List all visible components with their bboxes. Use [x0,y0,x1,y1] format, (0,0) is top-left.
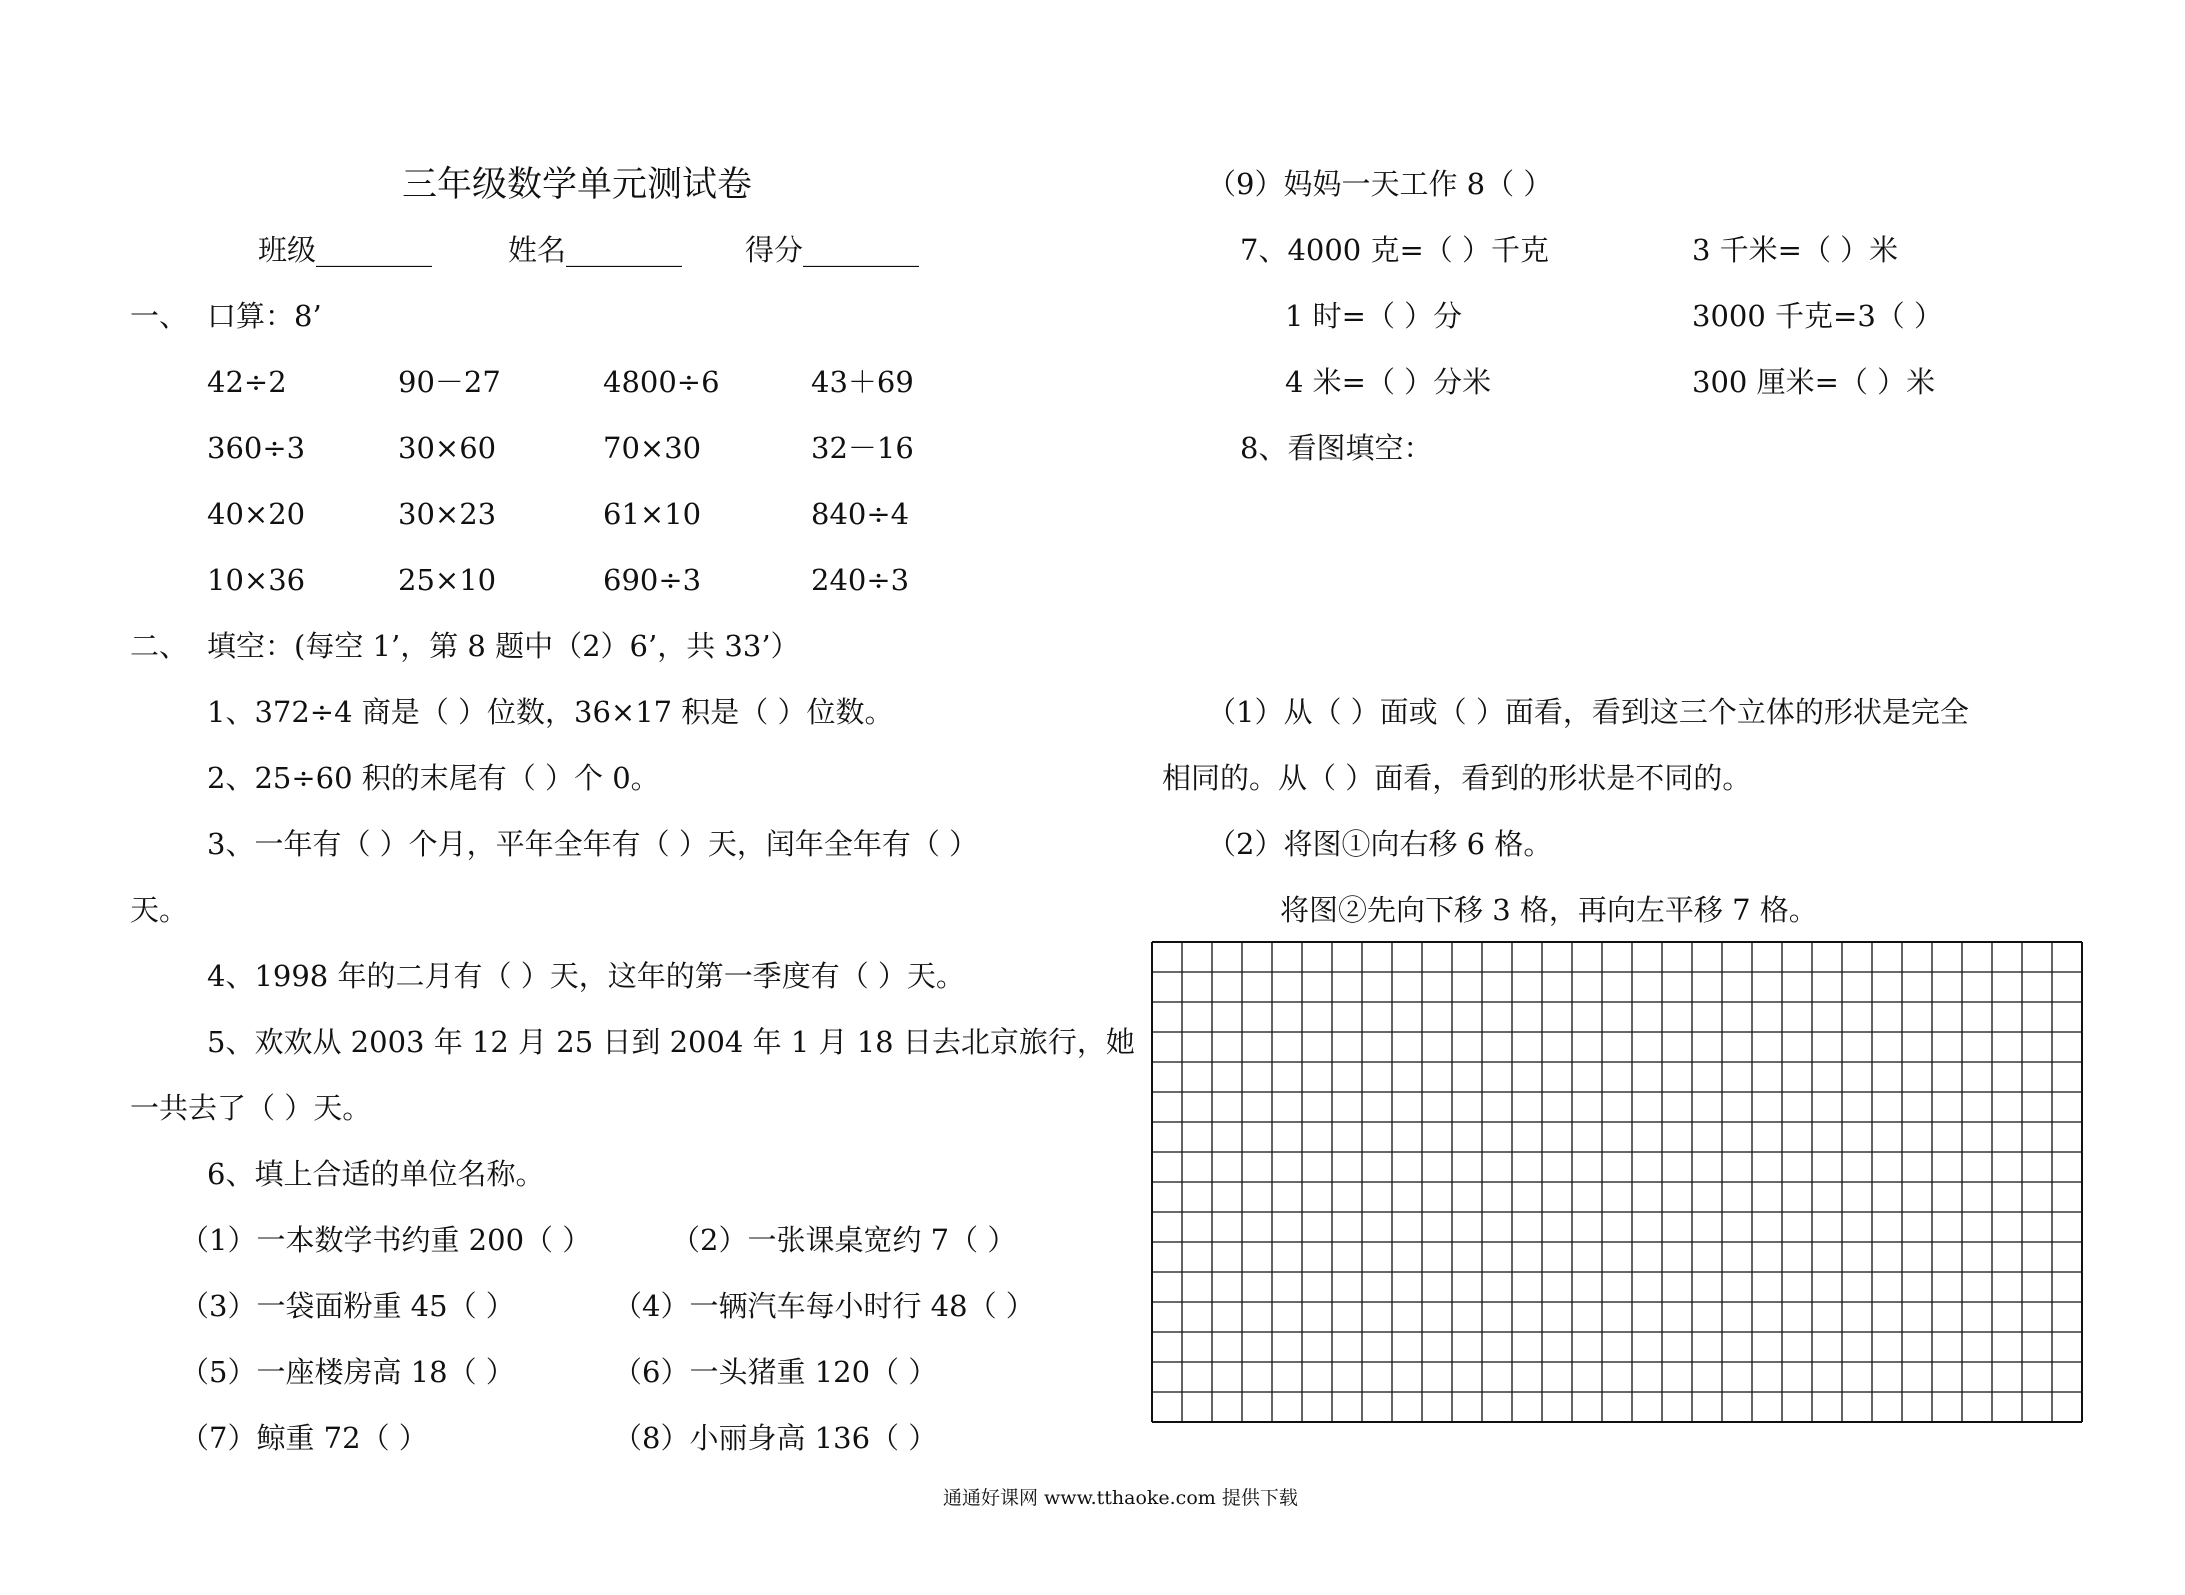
oral-calc-item: 25×10 [398,563,497,597]
question-5-continued: 一共去了（ ）天。 [130,1091,372,1125]
question-4: 4、1998 年的二月有（ ）天，这年的第一季度有（ ）天。 [207,959,965,993]
unit-item: （4）一辆汽车每小时行 48（ ） [613,1289,1035,1323]
oral-calc-item: 690÷3 [603,563,702,597]
footer-credit: 通通好课网 www.tthaoke.com 提供下载 [943,1487,1298,1509]
oral-calc-item: 90－27 [398,365,501,399]
conversion-item: 3000 千克=3（ ） [1692,299,1943,333]
unit-item: （9）妈妈一天工作 8（ ） [1207,167,1553,201]
section2-heading: 填空：(每空 1’，第 8 题中（2）6’，共 33’） [207,629,800,663]
oral-calc-item: 30×60 [398,431,497,465]
unit-item: （8）小丽身高 136（ ） [613,1421,938,1455]
unit-item: （3）一袋面粉重 45（ ） [180,1289,515,1323]
section1-heading: 口算：8’ [207,299,322,333]
unit-item: （1）一本数学书约重 200（ ） [180,1223,592,1257]
unit-item: （7）鲸重 72（ ） [180,1421,428,1455]
oral-calc-item: 70×30 [603,431,702,465]
unit-item: （5）一座楼房高 18（ ） [180,1355,515,1389]
unit-item: （2）一张课桌宽约 7（ ） [671,1223,1017,1257]
oral-calc-item: 4800÷6 [603,365,720,399]
question-3: 3、一年有（ ）个月，平年全年有（ ）天，闰年全年有（ ） [207,827,979,861]
oral-calc-item: 61×10 [603,497,702,531]
name-field: 姓名________ [508,233,683,267]
question-1: 1、372÷4 商是（ ）位数，36×17 积是（ ）位数。 [207,695,894,729]
question-8-part-1: （1）从（ ）面或（ ）面看，看到这三个立体的形状是完全 [1207,695,1969,729]
question-5: 5、欢欢从 2003 年 12 月 25 日到 2004 年 1 月 18 日去北京旅行，她 [207,1025,1135,1059]
oral-calc-item: 360÷3 [207,431,306,465]
oral-calc-item: 42÷2 [207,365,287,399]
oral-calc-item: 10×36 [207,563,306,597]
conversion-item: 7、4000 克=（ ）千克 [1240,233,1549,267]
conversion-item: 3 千米=（ ）米 [1692,233,1899,267]
section2-number: 二、 [130,629,189,663]
question-8-part-1-continued: 相同的。从（ ）面看，看到的形状是不同的。 [1162,761,1752,795]
unit-item: （6）一头猪重 120（ ） [613,1355,938,1389]
conversion-item: 300 厘米=（ ）米 [1692,365,1936,399]
question-8-part-2: （2）将图①向右移 6 格。 [1207,827,1553,861]
class-field: 班级________ [258,233,433,267]
oral-calc-item: 240÷3 [811,563,910,597]
question-8: 8、看图填空： [1240,431,1433,465]
oral-calc-item: 840÷4 [811,497,910,531]
question-6: 6、填上合适的单位名称。 [207,1157,545,1191]
question-2: 2、25÷60 积的末尾有（ ）个 0。 [207,761,660,795]
conversion-item: 1 时=（ ）分 [1285,299,1463,333]
score-field: 得分________ [745,233,920,267]
conversion-item: 4 米=（ ）分米 [1285,365,1492,399]
page-title: 三年级数学单元测试卷 [402,165,753,205]
question-8-part-2-continued: 将图②先向下移 3 格，再向左平移 7 格。 [1280,893,1818,927]
oral-calc-item: 43＋69 [811,365,914,399]
section1-number: 一、 [130,299,189,333]
square-grid [1151,941,2083,1423]
question-3-continued: 天。 [130,893,189,927]
oral-calc-item: 40×20 [207,497,306,531]
oral-calc-item: 32－16 [811,431,914,465]
oral-calc-item: 30×23 [398,497,497,531]
